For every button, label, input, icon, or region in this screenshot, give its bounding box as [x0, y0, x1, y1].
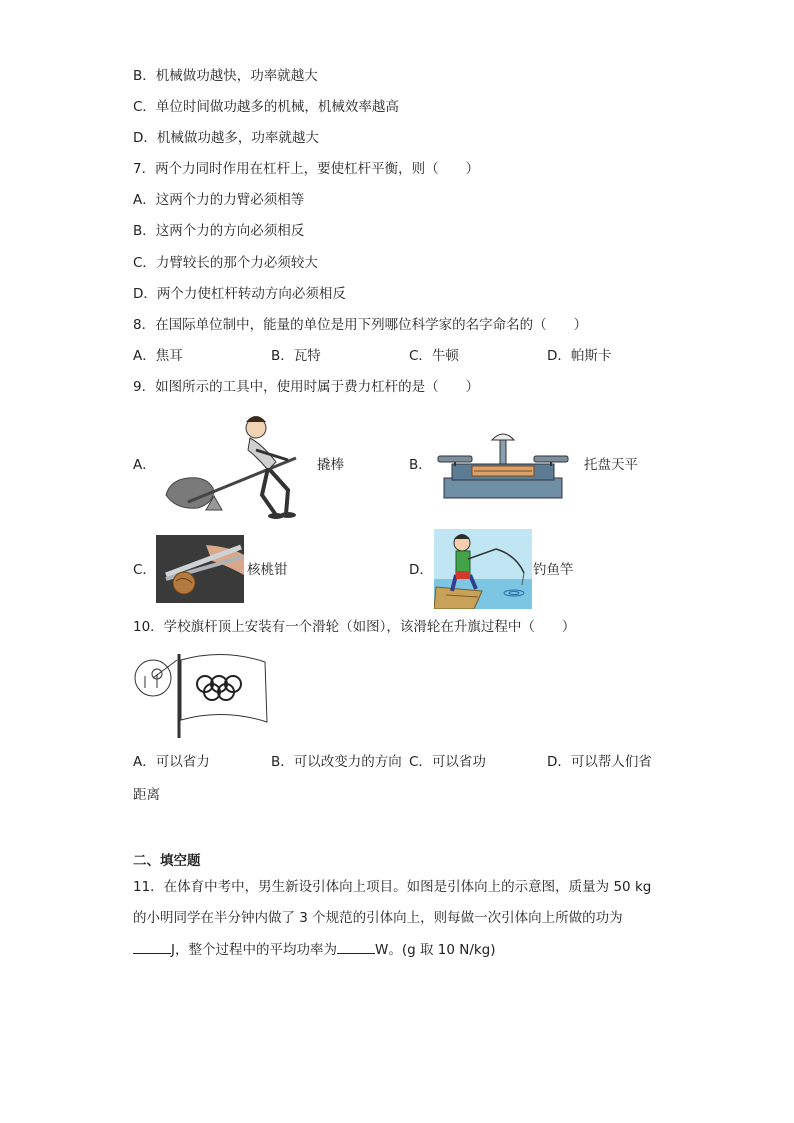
- q10-option-c: C．可以省功: [409, 754, 486, 770]
- q9-letter-d: D．: [409, 562, 433, 578]
- q11-line-2: 的小明同学在半分钟内做了 3 个规范的引体向上，则每做一次引体向上所做的功为: [133, 910, 623, 926]
- q7-option-b: B．这两个力的方向必须相反: [133, 223, 305, 239]
- q8-stem: 8．在国际单位制中，能量的单位是用下列哪位科学家的名字命名的（ ）: [133, 317, 588, 333]
- q7-option-c: C．力臂较长的那个力必须较大: [133, 255, 318, 271]
- balance-scale-figure: [434, 430, 572, 502]
- q9-caption-c: 核桃钳: [247, 562, 288, 578]
- q9-stem: 9．如图所示的工具中，使用时属于费力杠杆的是（ ）: [133, 379, 480, 395]
- q10-option-b: B．可以改变力的方向: [271, 754, 402, 770]
- q6-option-d: D．机械做功越多，功率就越大: [133, 130, 319, 146]
- q11-segment-1: J，整个过程中的平均功率为: [171, 942, 337, 958]
- q7-stem: 7．两个力同时作用在杠杆上，要使杠杆平衡，则（ ）: [133, 161, 480, 177]
- q8-option-a: A．焦耳: [133, 348, 183, 364]
- fishing-rod-figure: [434, 529, 532, 609]
- crowbar-figure: [158, 410, 308, 520]
- section-title-fill-blank: 二、填空题: [133, 853, 201, 869]
- q9-caption-b: 托盘天平: [584, 457, 638, 473]
- q6-option-c: C．单位时间做功越多的机械，机械效率越高: [133, 99, 399, 115]
- q10-option-a: A．可以省力: [133, 754, 210, 770]
- q11-line-1: 11．在体育中考中，男生新设引体向上项目。如图是引体向上的示意图，质量为 50 kg: [133, 879, 652, 895]
- flagpole-pulley-figure: [133, 652, 269, 738]
- q9-caption-a: 撬棒: [317, 457, 344, 473]
- q10-stem: 10．学校旗杆顶上安装有一个滑轮（如图），该滑轮在升旗过程中（ ）: [133, 619, 576, 635]
- answer-blank-power[interactable]: [337, 941, 375, 954]
- answer-blank-work[interactable]: [133, 941, 171, 954]
- q11-line-3: [133, 941, 496, 959]
- q6-option-b: B．机械做功越快，功率就越大: [133, 68, 318, 84]
- q9-letter-b: B．: [409, 457, 432, 473]
- q7-option-d: D．两个力使杠杆转动方向必须相反: [133, 286, 346, 302]
- q8-option-b: B．瓦特: [271, 348, 321, 364]
- q11-segment-2: W。(g 取 10 N/kg): [374, 942, 496, 958]
- q9-letter-a: A．: [133, 457, 156, 473]
- nutcracker-figure: [156, 535, 244, 603]
- q7-option-a: A．这两个力的力臂必须相等: [133, 192, 305, 208]
- q8-option-d: D．帕斯卡: [547, 348, 612, 364]
- q9-letter-c: C．: [133, 562, 156, 578]
- q10-option-d: D．可以帮人们省: [547, 754, 652, 770]
- q9-caption-d: 钓鱼竿: [533, 562, 574, 578]
- q8-option-c: C．牛顿: [409, 348, 459, 364]
- q10-option-d-wrap: 距离: [133, 787, 160, 803]
